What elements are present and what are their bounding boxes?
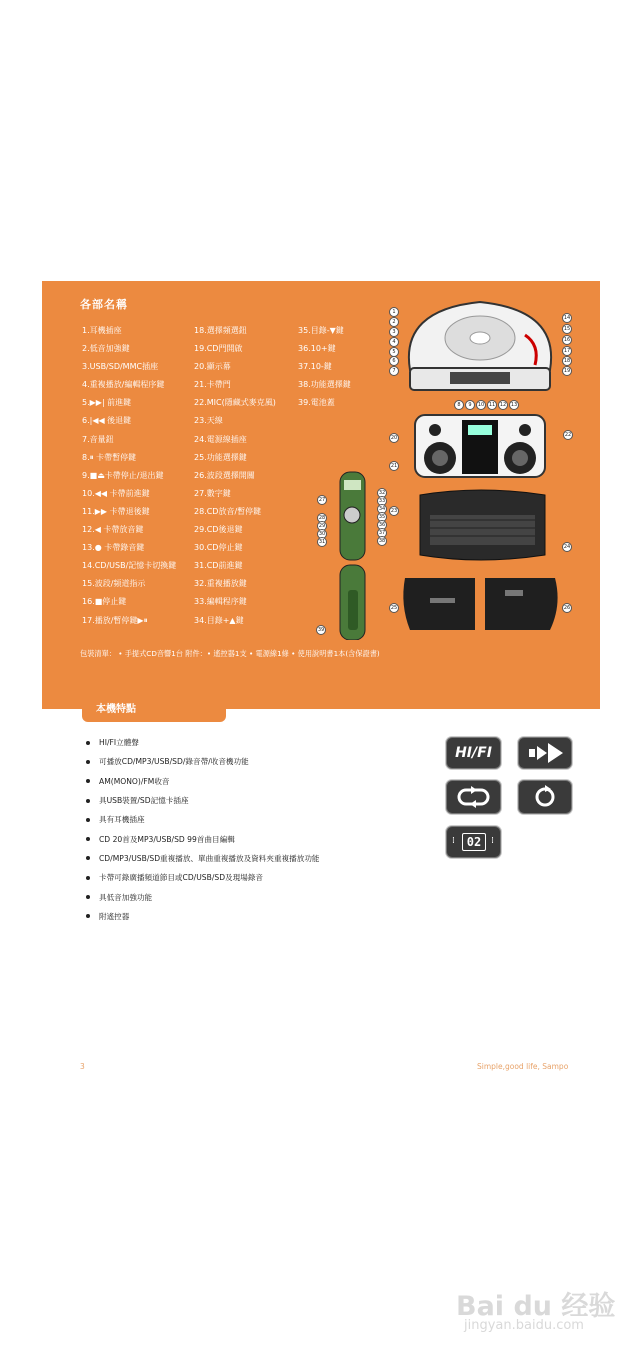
col1-item: 17.播放/暫停鍵▶⏸: [82, 615, 148, 625]
feature-text: 附遙控器: [99, 911, 130, 921]
feature-item: [86, 849, 416, 868]
bullet-icon: [86, 876, 90, 880]
callout-10: 10: [477, 402, 485, 408]
col1-item: 8.⏸ 卡帶暫停鍵: [82, 452, 137, 462]
col1-item: 1.耳機插座: [82, 326, 122, 335]
callout-18: 18: [563, 358, 571, 364]
feature-item: [86, 791, 416, 810]
col2-item: 34.目錄+▲鍵: [194, 615, 244, 625]
bullet-icon: [86, 895, 90, 899]
callout-30: 30: [318, 531, 326, 537]
col2-item: 19.CD門開啟: [194, 344, 243, 354]
col1-item: 14.CD/USB/記憶卡切換鍵: [82, 561, 177, 571]
callout-38: 38: [378, 538, 386, 544]
col3-item: 38.功能選擇鍵: [298, 380, 351, 390]
top-view-diagram: [409, 302, 551, 390]
callout-25: 25: [390, 605, 398, 611]
callout-21: 21: [390, 463, 398, 469]
col2-item: 28.CD放音/暫停鍵: [194, 506, 262, 516]
bullet-icon: [86, 779, 90, 783]
callout-28: 28: [318, 515, 326, 521]
display-digits-label: 02: [462, 833, 486, 851]
col1-item: 10.◀◀ 卡帶前進鍵: [82, 488, 150, 498]
feature-item: [86, 887, 416, 906]
callout-8: 8: [454, 400, 464, 410]
feature-text: CD/MP3/USB/SD重複播放、單曲重複播放及資料夾重複播放功能: [99, 853, 320, 863]
col3-item: 36.10+鍵: [298, 344, 336, 354]
callout-2: 2: [389, 317, 399, 327]
repeat-one-icon: [518, 780, 572, 814]
hifi-icon-label: HI/FI: [455, 745, 492, 761]
col2-item: 33.編輯程序鍵: [194, 597, 247, 607]
callout-14: 14: [563, 315, 571, 321]
display-left-marks: ⁞: [452, 836, 455, 846]
bullet-icon: [86, 914, 90, 918]
col1-item: 3.USB/SD/MMC插座: [82, 362, 159, 372]
bullet-icon: [86, 741, 90, 745]
col3-item: 39.電池蓋: [298, 398, 335, 408]
feature-item: [86, 772, 416, 791]
features-list: [86, 733, 416, 926]
display-digits-icon: [446, 826, 501, 858]
packing-list: 包裝清單： • 手提式CD音響1台 附件：• 遙控器1支 • 電源線1條 • 使用說明書1本(含保證書): [80, 649, 380, 658]
col2-item: 27.數字鍵: [194, 488, 231, 498]
side-view-diagram: [420, 490, 545, 560]
feature-text: HI/FI立體聲: [99, 738, 139, 748]
col2-item: 31.CD前進鍵: [194, 561, 243, 571]
col2-item: 20.顯示幕: [194, 362, 231, 372]
feature-item: [86, 907, 416, 926]
callout-13: 13: [510, 402, 518, 408]
col1-item: 6.|◀◀ 後退鍵: [82, 416, 132, 426]
feature-item: [86, 810, 416, 829]
bullet-icon: [86, 837, 90, 841]
callout-23: 23: [390, 508, 398, 514]
bullet-icon: [86, 799, 90, 803]
col2-item: 23.天線: [194, 416, 223, 426]
callout-35: 35: [378, 514, 386, 520]
col2-item: 25.功能選擇鍵: [194, 452, 247, 462]
callout-15: 15: [563, 326, 571, 332]
parts-section-title: 各部名稱: [80, 298, 128, 311]
page-number: 3: [80, 1062, 85, 1071]
col2-item: 30.CD停止鍵: [194, 543, 243, 553]
col1-item: 16.■停止鍵: [82, 597, 127, 607]
col3-item: 35.目錄-▼鍵: [298, 326, 344, 335]
feature-item: [86, 733, 416, 752]
feature-text: 具有耳機插座: [99, 815, 145, 825]
feature-text: AM(MONO)/FM收音: [99, 776, 170, 786]
callout-22: 22: [564, 432, 572, 438]
features-title: 本機特點: [96, 704, 136, 715]
col1-item: 4.重複播放/編輯程序鍵: [82, 380, 165, 390]
col2-item: 18.選擇頻選鈕: [194, 326, 247, 335]
col1-item: 12.◀ 卡帶放音鍵: [82, 525, 144, 535]
parts-column-1: [82, 322, 176, 630]
callout-6: 6: [389, 356, 399, 366]
repeat-icon: [446, 780, 501, 814]
callout-20: 20: [390, 435, 398, 441]
col1-item: 11.▶▶ 卡帶退後鍵: [82, 506, 150, 516]
remote-diagram: [340, 472, 365, 640]
callout-36: 36: [378, 522, 386, 528]
callout-39: 39: [317, 627, 325, 633]
callout-1: 1: [389, 307, 399, 317]
col2-item: 26.波段選擇開關: [194, 470, 255, 480]
callout-31: 31: [318, 539, 326, 545]
callout-16: 16: [563, 337, 571, 343]
callout-12: 12: [499, 402, 507, 408]
callout-27: 27: [318, 497, 326, 503]
col2-item: 32.重複播放鍵: [194, 579, 247, 589]
bullet-icon: [86, 818, 90, 822]
callout-7: 7: [389, 366, 399, 376]
col2-item: 29.CD後退鍵: [194, 525, 243, 535]
callout-26: 26: [563, 605, 571, 611]
callout-11: 11: [488, 402, 496, 408]
callout-33: 33: [378, 498, 386, 504]
parts-column-2: [194, 322, 276, 630]
callout-5: 5: [389, 347, 399, 357]
feature-text: 具USB裝置/SD記憶卡插座: [99, 796, 189, 806]
col1-item: 5.▶▶| 前進鍵: [82, 398, 132, 408]
bullet-icon: [86, 760, 90, 764]
col1-item: 13.● 卡帶錄音鍵: [82, 543, 145, 553]
feature-text: CD 20首及MP3/USB/SD 99首曲目編輯: [99, 834, 235, 844]
hifi-icon: [446, 737, 501, 769]
col2-item: 24.電源線插座: [194, 434, 247, 444]
bullet-icon: [86, 856, 90, 860]
feature-text: 具低音加強功能: [99, 892, 153, 902]
callout-4: 4: [389, 337, 399, 347]
col1-item: 9.■⏏卡帶停止/退出鍵: [82, 470, 164, 480]
callout-37: 37: [378, 530, 386, 536]
col3-item: 37.10-鍵: [298, 362, 332, 372]
bottom-view-diagrams: [403, 578, 557, 630]
feature-item: [86, 752, 416, 771]
callout-32: 32: [378, 490, 386, 496]
baidu-watermark-brand: Bai du 经验: [456, 1291, 616, 1322]
display-right-marks: ⁞: [491, 836, 494, 846]
col2-item: 21.卡帶門: [194, 380, 231, 390]
col1-item: 2.低音加強鍵: [82, 344, 130, 354]
play-forward-icon: [518, 737, 572, 769]
baidu-watermark-url: jingyan.baidu.com: [464, 1318, 584, 1333]
feature-item: [86, 829, 416, 848]
col1-item: 15.波段/頻道指示: [82, 579, 146, 589]
col2-item: 22.MIC(隱藏式麥克風): [194, 398, 276, 408]
callout-17: 17: [563, 348, 571, 354]
callout-19: 19: [563, 368, 571, 374]
front-view-diagram: [415, 415, 545, 477]
callout-3: 3: [389, 327, 399, 337]
col1-item: 7.音量鈕: [82, 434, 114, 444]
feature-item: [86, 868, 416, 887]
feature-text: 卡帶可錄廣播頻道節目或CD/USB/SD及現場錄音: [99, 873, 264, 883]
callout-24: 24: [563, 544, 571, 550]
footer-slogan: Simple,good life, Sampo: [477, 1062, 569, 1071]
callout-34: 34: [378, 506, 386, 512]
feature-text: 可播放CD/MP3/USB/SD/錄音帶/收音機功能: [99, 757, 249, 767]
device-diagrams: [300, 290, 590, 640]
callout-9: 9: [465, 400, 475, 410]
callout-29: 29: [318, 523, 326, 529]
